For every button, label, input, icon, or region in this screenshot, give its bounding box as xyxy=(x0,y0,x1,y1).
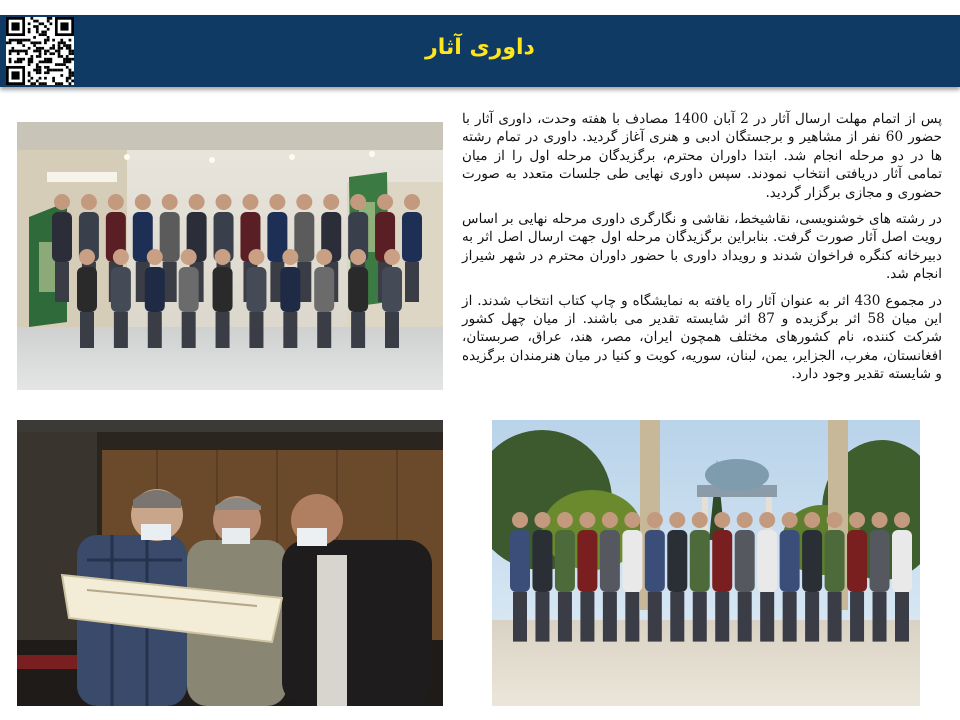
group-photo-of-judges xyxy=(17,122,443,390)
body-text xyxy=(462,110,942,392)
paragraph-results: در مجموع 430 اثر به عنوان آثار راه یافته به نمایشگاه و چاپ کتاب انتخاب شدند. از این میان 58 اثر برگزیده و 87 اثر شایسته تقدیر می باشند. از میان چهل کشور شرکت کننده، نام کشورهای مختلف همچون ایران، مصر، هند، عراق، صربستان، افغانستان، مغرب، الجزایر، یمن، لبنان، سوریه، کویت و کنیا در میان هنرمندان برگزیده و شایسته تقدیر وجود دارد. xyxy=(462,292,942,383)
header-bar xyxy=(0,15,960,87)
paragraph-judging-start: پس از اتمام مهلت ارسال آثار در 2 آبان 1400 مصادف با هفته وحدت، داوری آثار با حضور 60 نفر از مشاهیر و برجستگان ادبی و هنری آغاز گردید. داوری در تمام رشته ها در دو مرحله انجام شد. ابتدا داوران محترم، برگزیدگان مرحله اول را از میان تمامی آثار دریافتی انتخاب نمودند. سپس داوری نهایی طی جلسات متعدد به صورت حضوری و مجازی برگزار گردید. xyxy=(462,111,943,201)
judges-reviewing-artwork xyxy=(17,420,443,706)
paragraph-final-round: در رشته های خوشنویسی، نقاشیخط، نقاشی و نگارگری داوری مرحله نهایی بر اساس رویت اصل آثار صورت گرفت. بنابراین برگزیدگان مرحله اول جهت ارسال اصل اثر به دبیرخانه کنگره فراخوان شدند و رویداد داوری با حضور داوران محترم در شهر شیراز انجام شد. xyxy=(462,211,942,283)
qr-code-icon[interactable] xyxy=(6,17,74,85)
page-title: داوری آثار xyxy=(425,35,535,60)
group-photo-at-hafezieh xyxy=(492,420,920,706)
